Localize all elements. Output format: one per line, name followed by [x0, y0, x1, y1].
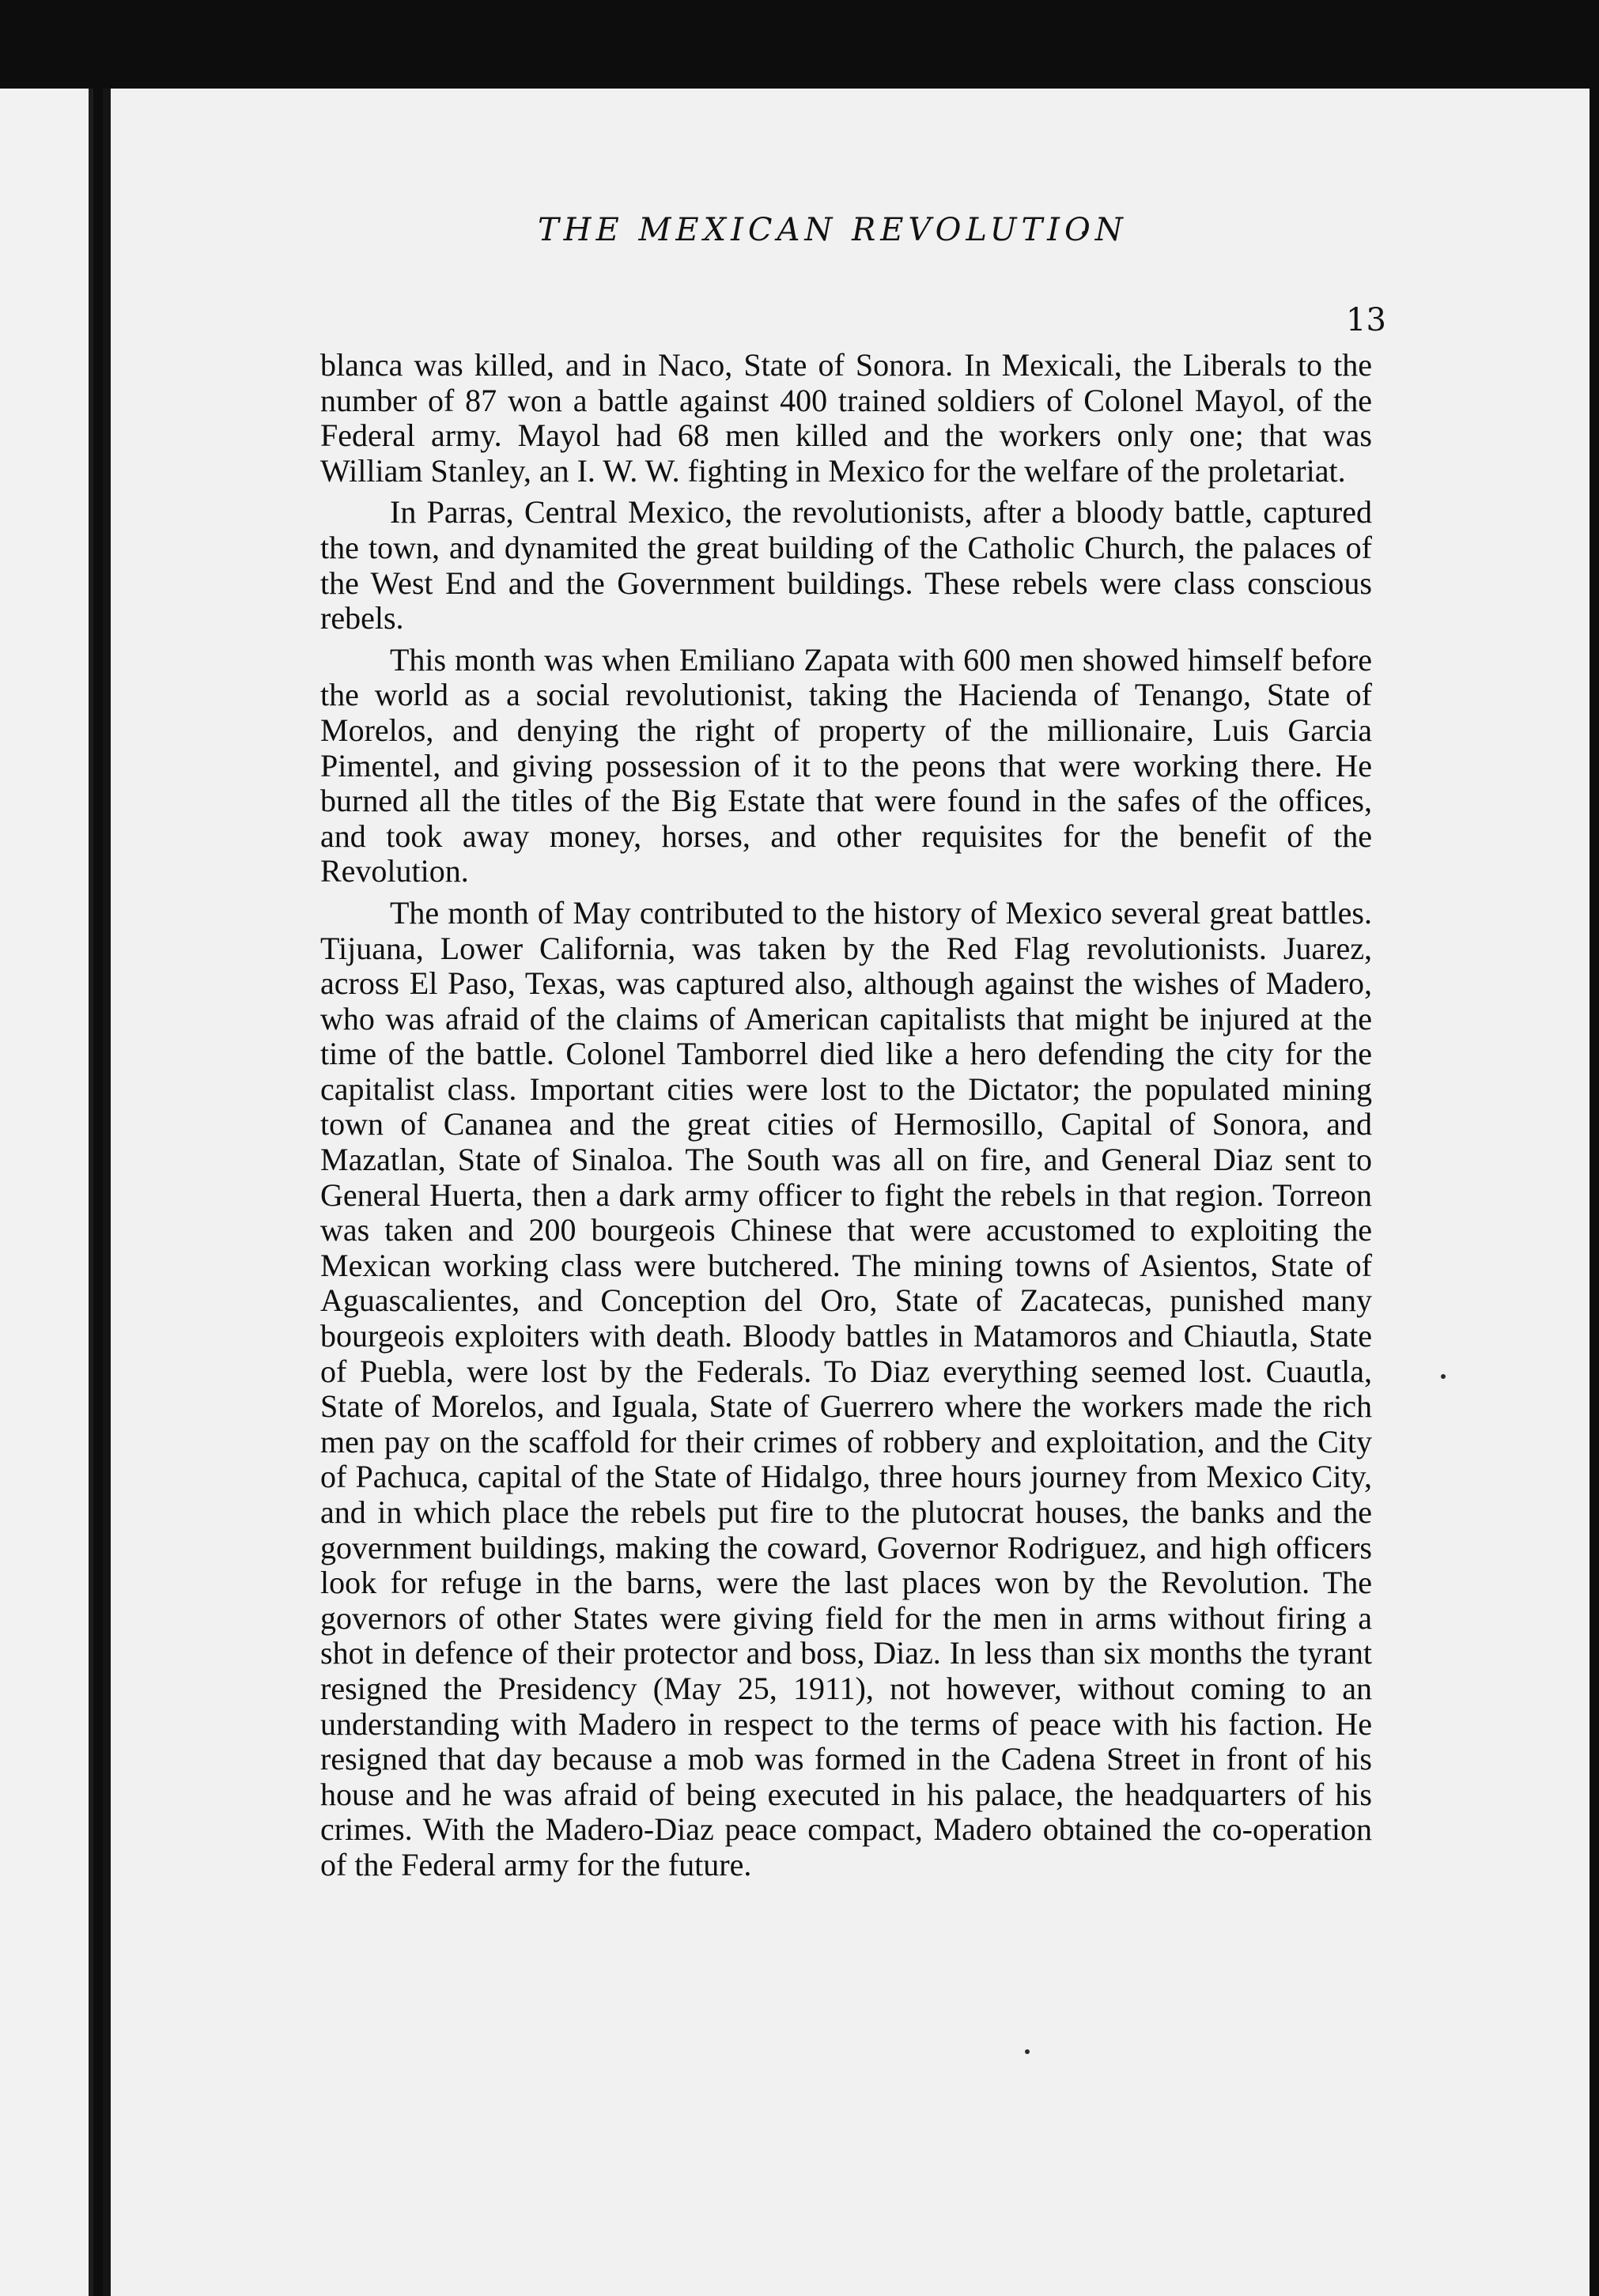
- paragraph: This month was when Emiliano Zapata with 600 men showed himself before the world as a social revolutionist, taking the Hacienda of Tenango, State of Morelos, and denying the right of property of the millionaire, Luis Garcia Pimentel, and giving possession of it to the peons that were working there. He burned all the titles of the Big Estate that were found in the safes of the offices, and took away money, horses, and other requisites for the benefit of the Revolution.: [320, 641, 1372, 889]
- paragraph: The month of May contributed to the history of Mexico several great battles. Tijuana, Lower California, was taken by the Red Flag revolutionists. Juarez, across El Paso, Texas, was captured also, although against the wishes of Madero, who was afraid of the claims of American capitalists that might be injured at the time of the battle. Colonel Tamborrel died like a hero defending the city for the capitalist class. Important cities were lost to the Dictator; the populated mining town of Cananea and the great cities of Hermosillo, Capital of Sonora, and Mazatlan, State of Sinaloa. The South was all on fire, and General Diaz sent to General Huerta, then a dark army officer to fight the rebels in that region. Torreon was taken and 200 bourgeois Chinese that were accustomed to exploiting the Mexican working class were butchered. The mining towns of Asientos, State of Aguascalientes, and Conception del Oro, State of Zacatecas, punished many bourgeois exploiters with death. Bloody battles in Matamoros and Chiautla, State of Puebla, were lost by the Federals. To Diaz everything seemed lost. Cuautla, State of Morelos, and Iguala, State of Guerrero where the workers made the rich men pay on the scaffold for their crimes of robbery and exploitation, and the City of Pachuca, capital of the State of Hidalgo, three hours journey from Mexico City, and in which place the rebels put fire to the plutocrat houses, the banks and the government buildings, making the coward, Governor Rodriguez, and high officers look for refuge in the barns, were the last places won by the Revolution. The governors of other States were giving field for the men in arms without firing a shot in defence of their protector and boss, Diaz. In less than six months the tyrant resigned the Presidency (May 25, 1911), not however, without coming to an understanding with Madero in respect to the terms of peace with his faction. He resigned that day because a mob was formed in the Cadena Street in front of his house and he was afraid of being executed in his palace, the headquarters of his crimes. With the Madero-Diaz peace compact, Madero obtained the co-operation of the Federal army for the future.: [320, 894, 1372, 1882]
- speck: [1441, 1374, 1446, 1379]
- previous-page-edge: [0, 89, 93, 2296]
- paragraph: In Parras, Central Mexico, the revolutionists, after a bloody battle, captured the town, and dynamited the great building of the Catholic Church, the palaces of the West End and the Government buildings. These rebels were class conscious rebels.: [320, 494, 1372, 636]
- speck: [1025, 2049, 1030, 2054]
- body-text: [320, 348, 1372, 1890]
- running-head: THE MEXICAN REVOLUTION: [538, 212, 1128, 248]
- paragraph: blanca was killed, and in Naco, State of Sonora. In Mexicali, the Liberals to the number of 87 won a battle against 400 trained soldiers of Colonel Mayol, of the Federal army. Mayol had 68 men killed and the workers only one; that was William Stanley, an I. W. W. fighting in Mexico for the welfare of the proletariat.: [320, 347, 1372, 489]
- page-number: 13: [1346, 302, 1386, 338]
